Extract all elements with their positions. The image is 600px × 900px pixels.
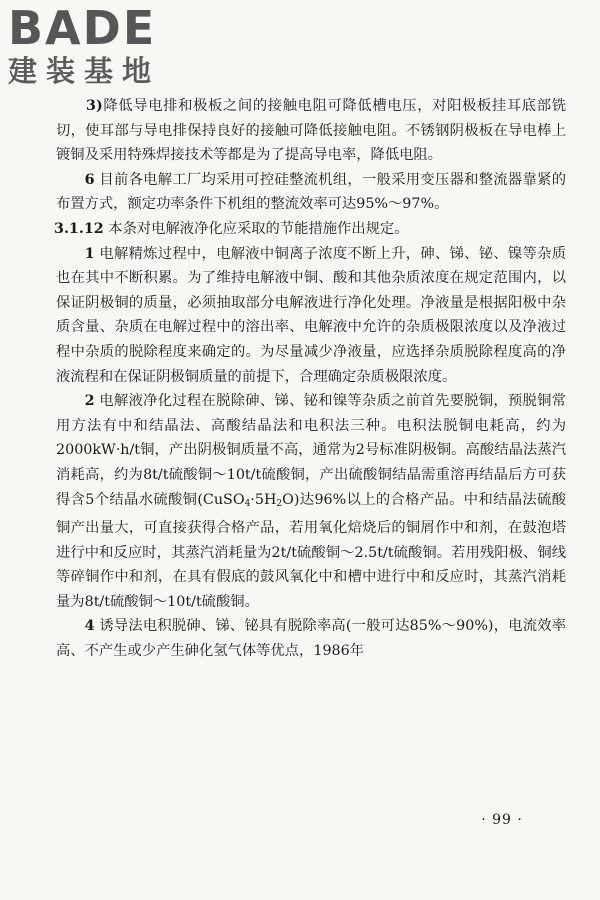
paragraph-text-part-a: 电解液净化过程在脱除砷、锑、铋和镍等杂质之前首先要脱铜，预脱铜常用方法有中和结晶法、高酸结晶法和电积法三种。电积法脱铜电耗高，约为2000kW·h/t铜，产出阴极铜质量不高，通常为2号标准阴极铜。高酸结晶法蒸汽消耗高，约为8t/t硫酸铜～10t/t硫酸铜，产出硫酸铜结晶需重溶再结晶后方可获得含5个结晶水硫酸铜(CuSO — [56, 393, 566, 508]
paragraph-text: 目前各电解工厂均采用可控硅整流机组，一般采用变压器和整流器靠紧的布置方式，额定功率条件下机组的整流效率可达95%～97%。 — [56, 171, 566, 213]
brand-logo — [8, 1, 178, 94]
logo-wordmark: BADE — [8, 1, 157, 55]
paragraph-text: 降低导电排和极板之间的接触电阻可降低槽电压，对阳极板挂耳底部铣切，使耳部与导电排保持良好的接触可降低接触电阻。不锈钢阴极板在导电棒上镀铜及采用特殊焊接技术等都是为了提高导电率，降低电阻。 — [56, 98, 566, 164]
page-number: · 99 · — [481, 812, 523, 828]
paragraph-item-4 — [56, 614, 566, 663]
item-number: 6 — [84, 171, 95, 188]
item-number: 3) — [86, 98, 103, 114]
paragraph-text-part-c: O)达96%以上的合格产品。中和结晶法硫酸铜产出量大，可直接获得合格产品，若用氧化焙烧后的铜屑作中和剂，在鼓泡塔进行中和反应时，其蒸汽消耗量为2t/t硫酸铜～2.5t/t硫酸铜。若用残阳极、铜线等碎铜作中和剂，在具有假底的鼓风氧化中和槽中进行中和反应时，其蒸汽消耗量为8t/t硫酸铜～10t/t硫酸铜。 — [56, 491, 566, 610]
section-number: 3.1.12 — [54, 220, 104, 237]
item-number: 1 — [84, 245, 95, 262]
paragraph-item-6 — [56, 168, 566, 217]
paragraph-text: 电解精炼过程中，电解液中铜离子浓度不断上升，砷、锑、铋、镍等杂质也在其中不断积累。为了维持电解液中铜、酸和其他杂质浓度在规定范围内，以保证阴极铜的质量，必须抽取部分电解液进行净化处理。净液量是根据阳极中杂质含量、杂质在电解过程中的溶出率、电解液中允许的杂质极限浓度以及净液过程中杂质的脱除程度来确定的。为尽量减少净液量，应选择杂质脱除程度高的净液流程和在保证阴极铜质量的前提下，合理确定杂质极限浓度。 — [56, 245, 566, 385]
paragraph-item-1 — [56, 242, 566, 390]
paragraph-text-part-b: ·5H — [250, 491, 277, 508]
section-text: 本条对电解液净化应采取的节能措施作出规定。 — [108, 220, 409, 237]
item-number: 4 — [84, 618, 95, 635]
logo-subtitle: 建装基地 — [8, 54, 161, 88]
paragraph-3-item-3 — [56, 94, 566, 168]
document-body — [56, 94, 566, 664]
section-3-1-12 — [54, 217, 566, 242]
paragraph-item-2 — [56, 389, 566, 614]
subscript-two: 2 — [276, 498, 283, 509]
paragraph-text: 诱导法电积脱砷、锑、铋具有脱除率高(一般可达85%～90%)，电流效率高、不产生或少产生砷化氢气体等优点，1986年 — [56, 618, 567, 660]
item-number: 2 — [84, 393, 95, 410]
subscript-four: 4 — [244, 498, 251, 509]
